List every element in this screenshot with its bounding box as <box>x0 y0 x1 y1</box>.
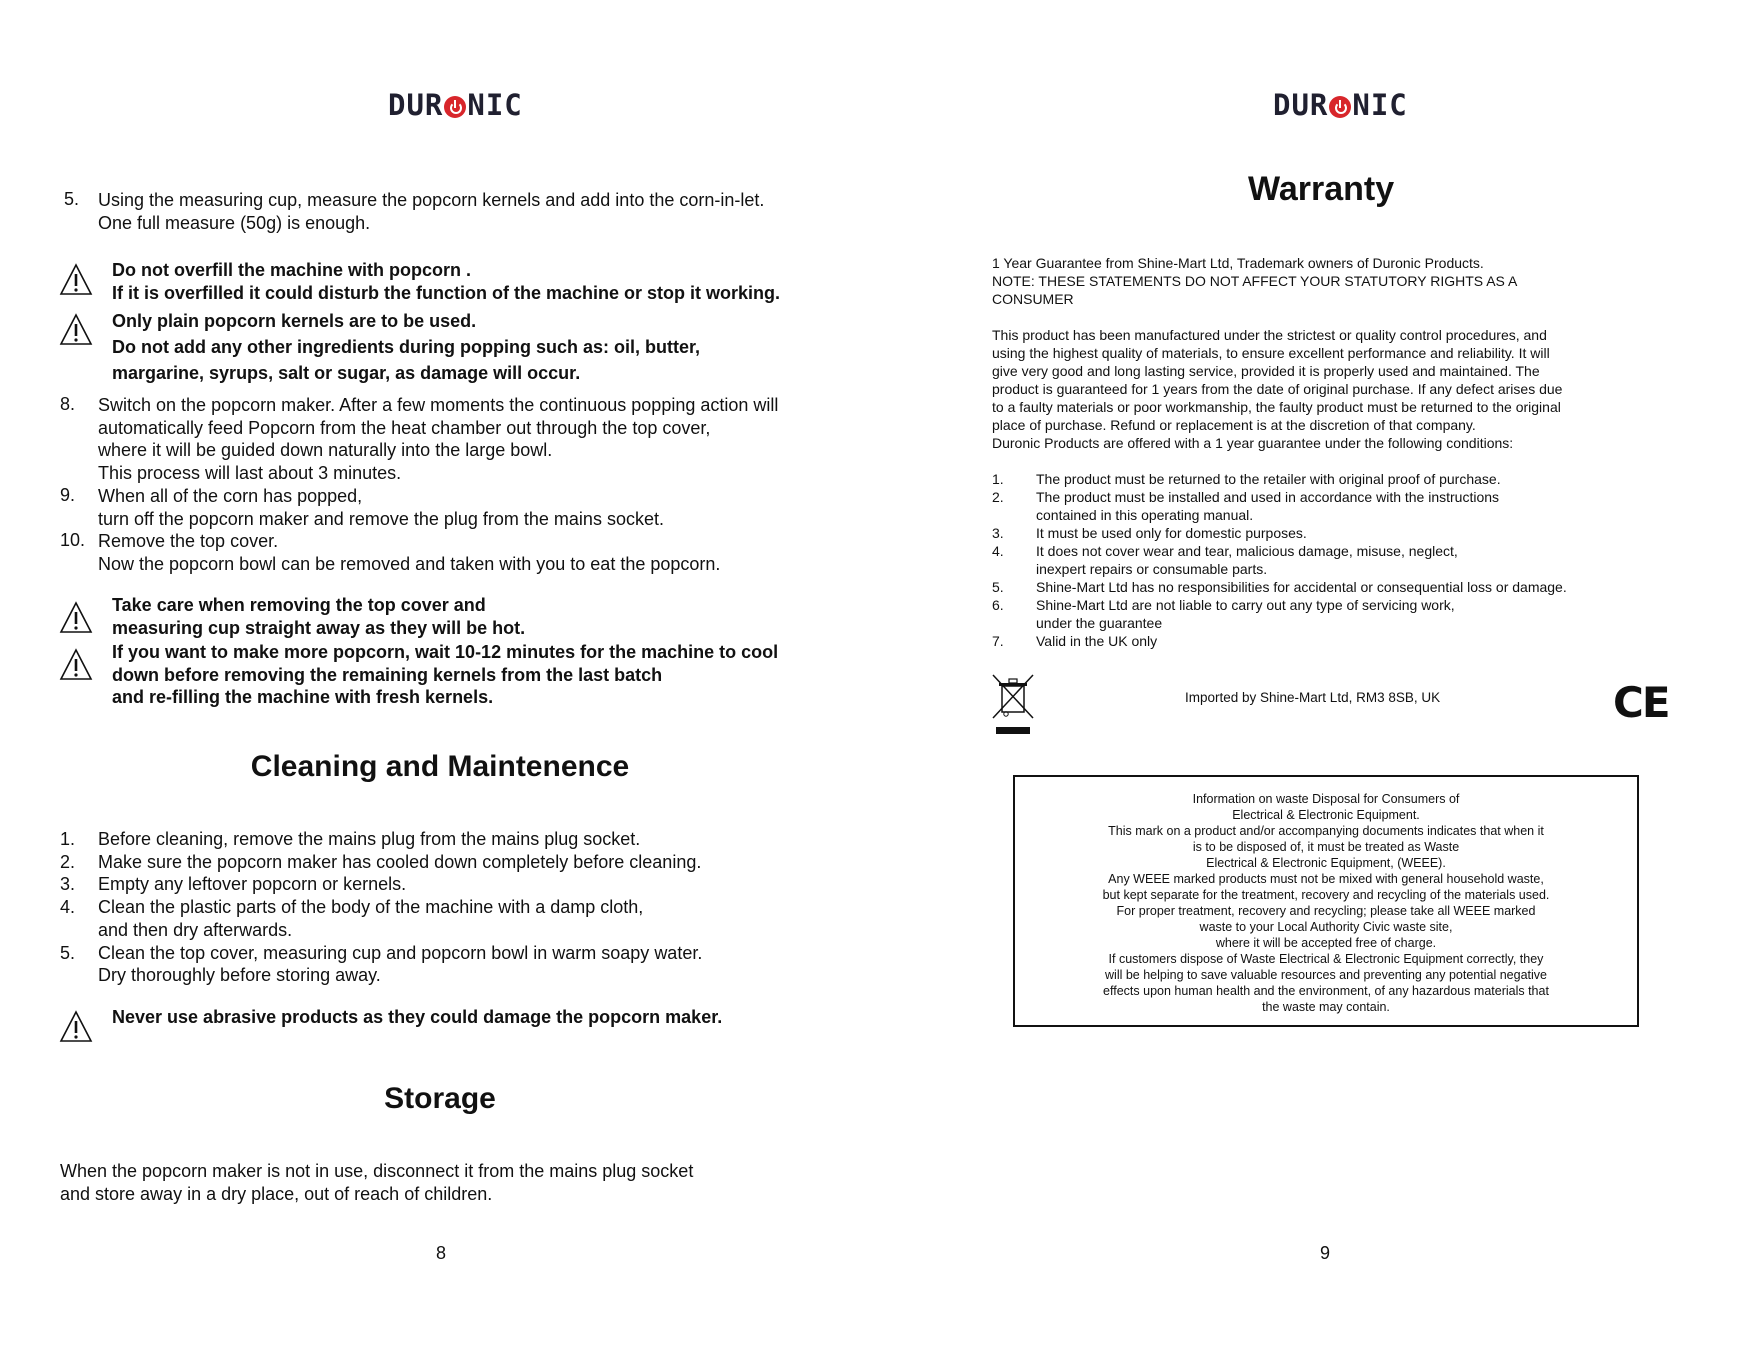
waste-line: will be helping to save valuable resources and preventing any potential negative <box>1105 968 1547 982</box>
warning-abrasive: Never use abrasive products as they could damage the popcorn maker. <box>112 1007 723 1027</box>
waste-line: is to be disposed of, it must be treated as Waste <box>1192 840 1460 854</box>
waste-line: If customers dispose of Waste Electrical & Electronic Equipment correctly, they <box>1108 952 1544 966</box>
list-item-line: It must be used only for domestic purposes. <box>1036 525 1307 541</box>
step-line: When all of the corn has popped, <box>98 486 363 506</box>
step-line: Using the measuring cup, measure the popcorn kernels and add into the corn-in-let. <box>98 190 765 210</box>
step-number: 9. <box>60 485 76 505</box>
warning-hot-parts <box>112 594 525 639</box>
page-number: 9 <box>1320 1243 1331 1263</box>
list-item-line: Before cleaning, remove the mains plug from the mains plug socket. <box>98 829 641 849</box>
duronic-logo: DUR NIC <box>1273 88 1408 122</box>
warranty-body <box>992 326 1562 452</box>
body-line: give very good and long lasting service, provided it is properly used and maintained. The <box>992 363 1540 379</box>
power-icon <box>1329 96 1351 118</box>
warranty-intro <box>992 254 1517 308</box>
waste-line: Information on waste Disposal for Consumers of <box>1192 792 1460 806</box>
list-item-number: 5. <box>992 579 1004 595</box>
body-line: using the highest quality of materials, to ensure excellent performance and reliability. It will <box>992 345 1550 361</box>
intro-line: 1 Year Guarantee from Shine-Mart Ltd, Trademark owners of Duronic Products. <box>992 255 1484 271</box>
list-item <box>60 851 840 874</box>
step-8-text <box>98 394 778 485</box>
list-item <box>992 542 1672 578</box>
list-item <box>992 632 1672 650</box>
cleaning-heading: Cleaning and Maintenence <box>250 750 630 783</box>
list-item-line: It does not cover wear and tear, malicious damage, misuse, neglect, <box>1036 543 1458 559</box>
warning-overfill <box>112 259 780 304</box>
warning-line: down before removing the remaining kernels from the last batch <box>112 664 663 685</box>
power-icon <box>444 96 466 118</box>
list-item-line: Shine-Mart Ltd has no responsibilities for accidental or consequential loss or damage. <box>1036 579 1567 595</box>
body-line: Duronic Products are offered with a 1 year guarantee under the following conditions: <box>992 435 1514 451</box>
list-item-line: and then dry afterwards. <box>98 919 293 940</box>
list-item <box>60 828 840 851</box>
list-item <box>60 942 840 987</box>
list-item-line: Valid in the UK only <box>1036 633 1158 649</box>
warning-icon <box>59 1010 93 1044</box>
warranty-title: Warranty <box>1248 170 1395 208</box>
warranty-conditions <box>992 470 1672 650</box>
list-item-number: 7. <box>992 633 1004 649</box>
storage-heading: Storage <box>384 1082 496 1115</box>
waste-line: For proper treatment, recovery and recycling; please take all WEEE marked <box>1116 904 1536 918</box>
list-item <box>992 524 1672 542</box>
importer-text: Imported by Shine-Mart Ltd, RM3 8SB, UK <box>1185 690 1441 705</box>
step-number: 5. <box>64 189 80 209</box>
warning-line: Do not add any other ingredients during popping such as: oil, butter, <box>112 337 701 357</box>
step-line: where it will be guided down naturally into the large bowl. <box>98 440 553 461</box>
step-10-text <box>98 530 720 575</box>
weee-bin-icon <box>990 672 1036 736</box>
body-line: This product has been manufactured under the strictest or quality control procedures, and <box>992 327 1547 343</box>
storage-line: and store away in a dry place, out of reach of children. <box>60 1183 493 1204</box>
list-item-number: 5. <box>60 942 76 963</box>
step-line: This process will last about 3 minutes. <box>98 463 402 484</box>
warning-line: If you want to make more popcorn, wait 10-12 minutes for the machine to cool <box>112 642 779 662</box>
warning-line: Only plain popcorn kernels are to be used. <box>112 311 477 331</box>
warning-cool-down <box>112 641 778 709</box>
duronic-logo: DUR NIC <box>388 88 523 122</box>
step-line: automatically feed Popcorn from the heat chamber out through the top cover, <box>98 417 711 438</box>
list-item-line: The product must be installed and used in accordance with the instructions <box>1036 489 1500 505</box>
list-item <box>992 470 1672 488</box>
list-item <box>60 896 840 941</box>
list-item-line: The product must be returned to the retailer with original proof of purchase. <box>1036 471 1501 487</box>
list-item-number: 1. <box>60 829 76 849</box>
body-line: to a faulty materials or poor workmanship, the faulty product must be returned to the original <box>992 399 1561 415</box>
warning-line: and re-filling the machine with fresh kernels. <box>112 687 494 708</box>
step-number: 8. <box>60 394 76 414</box>
list-item-line: Clean the top cover, measuring cup and popcorn bowl in warm soapy water. <box>98 942 703 963</box>
waste-line: This mark on a product and/or accompanying documents indicates that when it <box>1108 824 1544 838</box>
ce-mark: CE <box>1613 678 1669 727</box>
step-line: Remove the top cover. <box>98 531 279 551</box>
body-line: place of purchase. Refund or replacement is at the discretion of that company. <box>992 417 1476 433</box>
warning-icon <box>59 313 93 347</box>
intro-line: NOTE: THESE STATEMENTS DO NOT AFFECT YOUR STATUTORY RIGHTS AS A <box>992 273 1518 289</box>
list-item <box>60 873 840 896</box>
list-item-number: 1. <box>992 471 1004 487</box>
list-item-line: Shine-Mart Ltd are not liable to carry out any type of servicing work, <box>1036 597 1455 613</box>
list-item-line: Dry thoroughly before storing away. <box>98 965 381 986</box>
list-item-line: Clean the plastic parts of the body of the machine with a damp cloth, <box>98 897 644 918</box>
warning-line: Do not overfill the machine with popcorn . <box>112 260 472 280</box>
warning-icon <box>59 648 93 682</box>
list-item-line: under the guarantee <box>1036 615 1163 631</box>
waste-line: but kept separate for the treatment, recovery and recycling of the materials used. <box>1102 888 1550 902</box>
warning-icon <box>59 263 93 297</box>
step-number: 10. <box>60 530 86 550</box>
list-item-number: 3. <box>992 525 1004 541</box>
waste-line: Electrical & Electronic Equipment. <box>1232 808 1420 822</box>
list-item-number: 4. <box>992 543 1004 559</box>
list-item-number: 2. <box>992 489 1004 505</box>
list-item <box>992 596 1672 632</box>
step-line: turn off the popcorn maker and remove the plug from the mains socket. <box>98 508 664 529</box>
step-line: One full measure (50g) is enough. <box>98 212 371 233</box>
warning-line: If it is overfilled it could disturb the function of the machine or stop it working. <box>112 282 781 303</box>
list-item <box>992 488 1672 524</box>
storage-text <box>60 1160 693 1205</box>
list-item-number: 4. <box>60 897 76 918</box>
waste-line: the waste may contain. <box>1262 1000 1390 1014</box>
list-item-line: Empty any leftover popcorn or kernels. <box>98 874 407 895</box>
cleaning-steps-list <box>60 828 840 987</box>
warning-plain-kernels <box>112 308 700 386</box>
waste-line: where it will be accepted free of charge. <box>1215 936 1437 950</box>
waste-line: Electrical & Electronic Equipment, (WEEE). <box>1206 856 1446 870</box>
warning-icon <box>59 601 93 635</box>
list-item-number: 6. <box>992 597 1004 613</box>
step-line: Switch on the popcorn maker. After a few moments the continuous popping action will <box>98 395 779 415</box>
step-line: Now the popcorn bowl can be removed and taken with you to eat the popcorn. <box>98 553 721 574</box>
list-item <box>992 578 1672 596</box>
waste-disposal-box <box>1013 775 1639 1027</box>
waste-line: waste to your Local Authority Civic waste site, <box>1199 920 1453 934</box>
storage-line: When the popcorn maker is not in use, disconnect it from the mains plug socket <box>60 1161 694 1181</box>
list-item-line: contained in this operating manual. <box>1036 507 1254 523</box>
warning-line: Take care when removing the top cover and <box>112 595 486 615</box>
list-item-number: 2. <box>60 851 76 872</box>
list-item-line: Make sure the popcorn maker has cooled down completely before cleaning. <box>98 851 702 872</box>
list-item-number: 3. <box>60 874 76 895</box>
page-number: 8 <box>436 1243 447 1263</box>
waste-line: effects upon human health and the environment, of any hazardous materials that <box>1103 984 1549 998</box>
intro-line: CONSUMER <box>992 291 1074 307</box>
waste-line: Any WEEE marked products must not be mixed with general household waste, <box>1108 872 1544 886</box>
step-5-text <box>98 189 764 234</box>
list-item-line: inexpert repairs or consumable parts. <box>1036 561 1268 577</box>
body-line: product is guaranteed for 1 years from the date of original purchase. If any defect arises due <box>992 381 1563 397</box>
warning-line: margarine, syrups, salt or sugar, as damage will occur. <box>112 363 581 383</box>
left-page <box>0 0 880 1361</box>
warning-line: measuring cup straight away as they will be hot. <box>112 617 526 638</box>
step-9-text <box>98 485 664 530</box>
